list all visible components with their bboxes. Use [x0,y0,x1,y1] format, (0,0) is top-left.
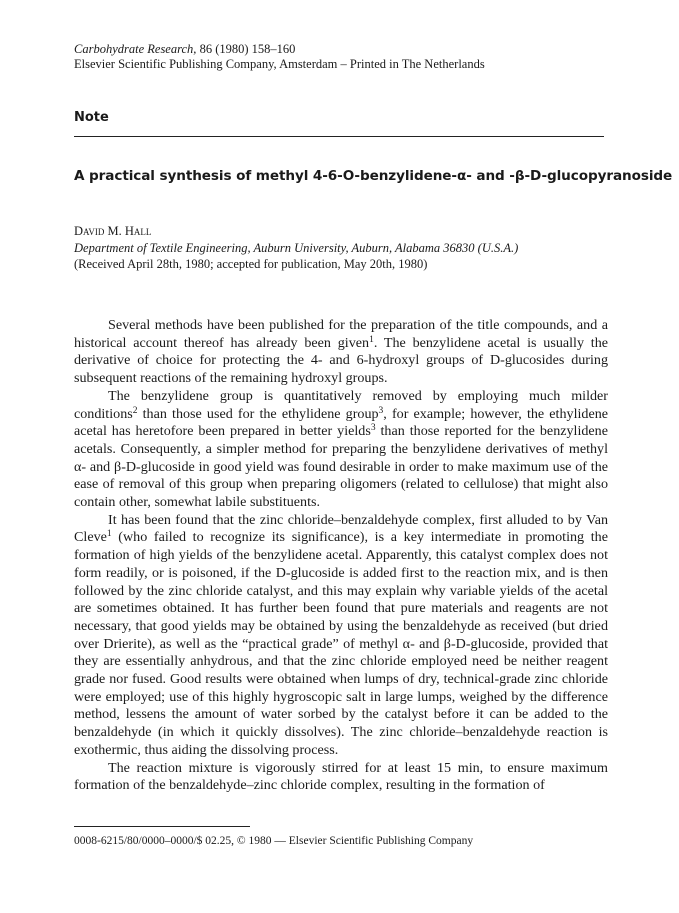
paragraph-1-text-a: Several methods have been published for the preparation of the title compounds, and a historical account thereof has already been given [74,317,608,351]
journal-name: Carbohydrate Research, [74,42,197,56]
paragraph-2-text-d: than those reported for the benzylidene acetals. Consequently, a simpler method for preparing the benzylidene derivatives of methyl α- and β-D-glucoside in good yield was found desirable in order to make maximum use of the ease of removal of this group when preparing oligomers (related to cellulose) that might also contain other, somewhat labile substituents. [74,423,608,511]
author-affiliation: Department of Textile Engineering, Auburn University, Auburn, Alabama 36830 (U.S.A.) [74,241,519,255]
paragraph-2-text-a: The benzylidene group is quantitatively removed by employing much milder conditions [74,387,608,422]
reference-marker: 2 [132,405,138,416]
paragraph-4: The reaction mixture is vigorously stirred for at least 15 min, to ensure maximum formation of the benzaldehyde–zinc chloride complex, resulting in the formation of [74,759,608,794]
author-name: David M. Hall [74,224,152,238]
journal-citation-line [74,42,634,57]
publisher-line: Elsevier Scientific Publishing Company, Amsterdam – Printed in The Netherlands [74,57,485,71]
paragraph-2 [74,388,608,512]
paragraph-3 [74,512,608,760]
reference-marker: 1 [106,529,112,540]
paragraph-1 [74,317,608,388]
paragraph-1-text-b: . The benzylidene acetal is usually the derivative of choice for protecting the 4- and 6-hydroxyl groups of D-glucosides during subsequent reactions of the remaining hydroxyl groups. [74,334,608,387]
reference-marker: 3 [378,405,384,416]
article-body [74,317,608,795]
paragraph-2-text-c: , for example; however, the ethylidene acetal has heretofore been prepared in better yields [74,405,608,440]
article-title: A practical synthesis of methyl 4-6-O-benzylidene-α- and -β-D-glucopyranoside [74,168,673,184]
reference-marker: 3 [370,423,376,434]
footer-rule [74,826,250,827]
copyright-footer: 0008-6215/80/0000–0000/$ 02.25, © 1980 — Elsevier Scientific Publishing Company [74,835,474,847]
section-label: Note [74,110,109,125]
reference-marker: 1 [369,334,374,345]
paragraph-3-text-a: It has been found that the zinc chloride–benzaldehyde complex, first alluded to by Van Cleve [74,511,608,546]
journal-volume-pages: 86 (1980) 158–160 [196,42,296,56]
paragraph-2-text-b: than those used for the ethylidene group [137,405,379,422]
paragraph-3-text-b: (who failed to recognize its significance), is a key intermediate in promoting the formation of high yields of the benzylidene acetal. Apparently, this catalyst complex does not form readily, or is poisoned, if the D-glucoside is added first to the reaction mix, and is then followed by the zinc chloride catalyst, and this may explain why variable yields of the acetal are sometimes obtained. It has further been found that pure materials and reagents are not necessary, that good yields may be obtained by using the benzaldehyde as received (but dried over Drierite), as well as the “practical grade” of methyl α- and β-D-glucoside, provided that they are essentially anhydrous, and that the zinc chloride employed need be neither reagent grade nor fused. Good results were obtained when lumps of dry, technical-grade zinc chloride were employed; use of this highly hygroscopic salt in large lumps, weighed by the difference method, lessens the amount of water sorbed by the catalyst before it can be added to the benzaldehyde (in which it quickly dissolves). The zinc chloride–benzaldehyde reaction is exothermic, thus aiding the dissolving process. [74,529,608,758]
journal-header [74,42,634,72]
received-dates: (Received April 28th, 1980; accepted for publication, May 20th, 1980) [74,257,428,271]
section-rule [74,136,604,137]
